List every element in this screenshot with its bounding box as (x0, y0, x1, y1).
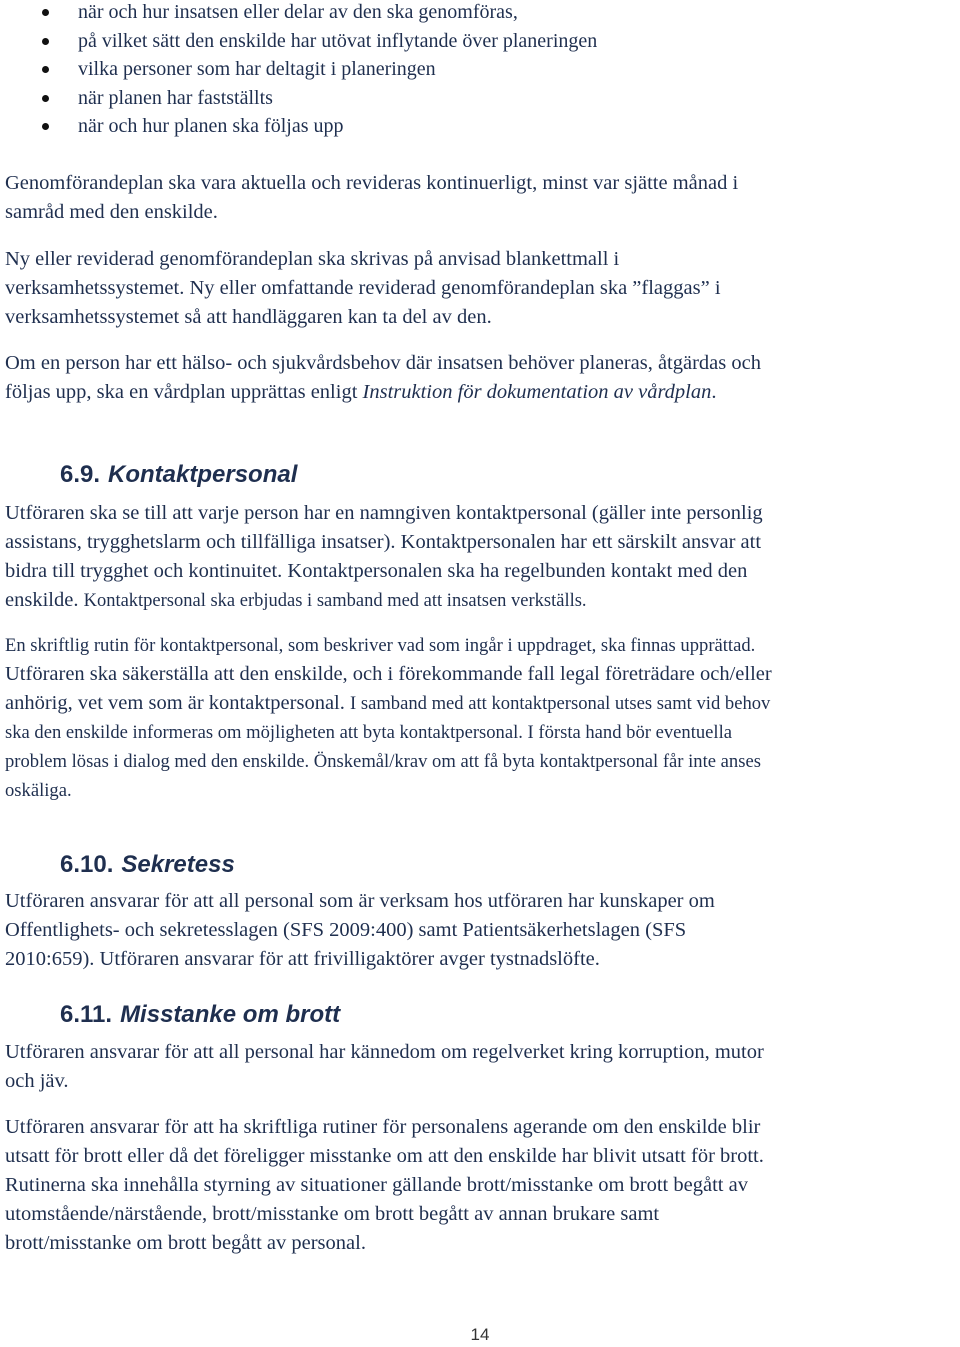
list-item-text: på vilket sätt den enskilde har utövat inflytande över planeringen (78, 29, 598, 52)
text-line: utsatt för brott eller då det föreligger misstanke om att den enskilde har blivit utsatt för brott. (5, 1145, 764, 1167)
text-line: bidra till trygghet och kontinuitet. Kontaktpersonalen ska ha regelbunden kontakt med den (5, 560, 748, 582)
text-line: En skriftlig rutin för kontaktpersonal, som beskriver vad som ingår i uppdraget, ska finnas upprättad. (5, 635, 756, 656)
bullet-icon (42, 38, 49, 45)
text-line: och jäv. (5, 1070, 69, 1092)
section-title: Misstanke om brott (120, 1001, 341, 1028)
text-fragment: enskilde. (5, 589, 84, 611)
text-line: problem lösas i dialog med den enskilde. Önskemål/krav om att få byta kontaktpersonal får inte anses (5, 751, 761, 772)
text-line: Utföraren ska se till att varje person har en namngiven kontaktpersonal (gäller inte personlig (5, 502, 763, 524)
list-item-text: när och hur planen ska följas upp (78, 115, 344, 137)
bullet-icon (42, 9, 49, 16)
section-number: 6.9. (60, 461, 101, 488)
paragraph-skriftliga-rutiner (5, 1113, 933, 1258)
section-heading-misstanke-om-brott (60, 1001, 340, 1029)
text-line: samråd med den enskilde. (5, 201, 218, 223)
text-line: Utföraren ska säkerställa att den enskilde, och i förekommande fall legal företrädare och/eller (5, 663, 772, 685)
text-line: Ny eller reviderad genomförandeplan ska skrivas på anvisad blankettmall i (5, 248, 620, 270)
section-heading-kontaktpersonal (60, 461, 297, 489)
text-line: Utföraren ansvarar för att all personal som är verksam hos utföraren har kunskaper om (5, 890, 715, 912)
bullet-list (0, 0, 597, 141)
text-line: Offentlighets- och sekretesslagen (SFS 2009:400) samt Patientsäkerhetslagen (SFS (5, 919, 687, 941)
text-line: Utföraren ansvarar för att ha skriftliga rutiner för personalens agerande om den enskilde blir (5, 1116, 761, 1138)
text-line: brott/misstanke om brott begått av personal. (5, 1232, 366, 1254)
paragraph-blankettmall (5, 245, 933, 332)
section-title: Sekretess (121, 851, 235, 878)
text-line: 2010:659). Utföraren ansvarar för att frivilligaktörer avger tystnadslöfte. (5, 948, 600, 970)
paragraph-kontaktpersonal (5, 499, 933, 616)
list-item-text: när planen har fastställts (78, 86, 273, 109)
list-item (0, 55, 597, 84)
text-line: assistans, trygghetslarm och tillfälliga insatser). Kontaktpersonalen har ett särskilt ansvar att (5, 531, 762, 553)
text-line (5, 689, 933, 718)
instruction-reference: Instruktion för dokumentation av vårdplan (362, 381, 712, 403)
text-line: Utföraren ansvarar för att all personal har kännedom om regelverket kring korruption, mutor (5, 1041, 764, 1063)
list-item (0, 27, 597, 56)
section-number: 6.10. (60, 851, 114, 878)
text-line: verksamhetssystemet. Ny eller omfattande reviderad genomförandeplan ska ”flaggas” i (5, 277, 721, 299)
bullet-icon (42, 95, 49, 102)
text-fragment: . (711, 381, 717, 403)
text-line (5, 378, 933, 407)
text-line (5, 586, 933, 616)
section-heading-sekretess (60, 851, 235, 879)
paragraph-sekretess (5, 887, 933, 974)
text-fragment: följas upp, ska en vårdplan upprättas enligt (5, 381, 363, 403)
text-line: Rutinerna ska innehålla styrning av situationer gällande brott/misstanke om brott begått av (5, 1174, 748, 1196)
paragraph-regelverk (5, 1038, 933, 1096)
bullet-icon (42, 123, 49, 130)
list-item (0, 112, 597, 141)
text-line: utomstående/närstående, brott/misstanke om brott begått av annan brukare samt (5, 1203, 660, 1225)
text-line: Om en person har ett hälso- och sjukvårdsbehov där insatsen behöver planeras, åtgärdas och (5, 352, 761, 374)
text-line: Genomförandeplan ska vara aktuella och revideras kontinuerligt, minst var sjätte månad i (5, 172, 739, 194)
list-item-text: när och hur insatsen eller delar av den ska genomföras, (78, 1, 518, 23)
list-item (0, 0, 597, 27)
paragraph-skriftlig-rutin (5, 631, 933, 805)
paragraph-genomforandeplan-aktuell (5, 169, 933, 227)
bullet-icon (42, 66, 49, 73)
paragraph-vardplan (5, 349, 933, 407)
text-line: oskäliga. (5, 780, 72, 801)
text-line: verksamhetssystemet så att handläggaren kan ta del av den. (5, 306, 492, 328)
text-fragment: anhörig, vet vem som är kontaktpersonal. (5, 692, 350, 714)
text-fragment: I samband med att kontaktpersonal utses samt vid behov (350, 693, 771, 714)
text-line: ska den enskilde informeras om möjligheten att byta kontaktpersonal. I första hand bör eventuella (5, 722, 733, 743)
page-number: 14 (470, 1325, 490, 1344)
text-fragment: Kontaktpersonal ska erbjudas i samband med att insatsen verkställs. (83, 591, 587, 611)
section-number: 6.11. (60, 1001, 113, 1028)
list-item (0, 84, 597, 113)
section-title: Kontaktpersonal (108, 461, 298, 488)
list-item-text: vilka personer som har deltagit i planeringen (78, 58, 436, 80)
